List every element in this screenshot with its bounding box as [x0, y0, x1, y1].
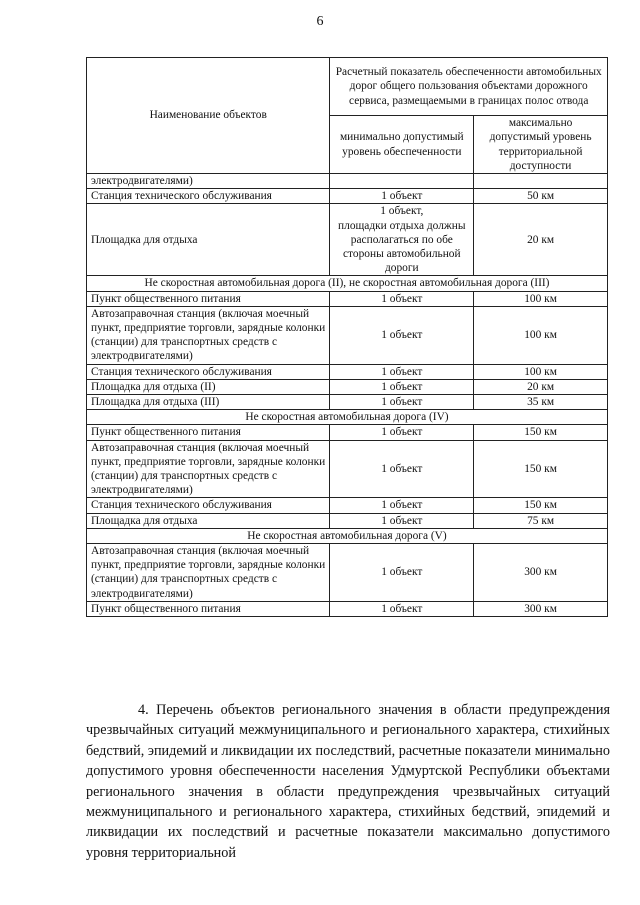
table-row [87, 395, 608, 410]
table-row [87, 601, 608, 616]
object-name: Автозаправочная станция (включая моечный пункт, предприятие торговли, зарядные колонки (станции) для транспортных средств с электродвигателями) [87, 544, 330, 602]
min-level: 1 объект [330, 544, 474, 602]
object-name: Площадка для отдыха (III) [87, 395, 330, 410]
section-title: Не скоростная автомобильная дорога (II), не скоростная автомобильная дорога (III) [87, 276, 608, 291]
min-level [330, 174, 474, 189]
min-level: 1 объект [330, 425, 474, 440]
min-level: 1 объект, площадки отдыха должны располагаться по обе стороны автомобильной дороги [330, 204, 474, 276]
table-header-row [87, 58, 608, 116]
min-level: 1 объект [330, 395, 474, 410]
max-distance: 300 км [474, 601, 608, 616]
table-row [87, 291, 608, 306]
object-name: Автозаправочная станция (включая моечный пункт, предприятие торговли, зарядные колонки (станции) для транспортных средств с электродвигателями) [87, 440, 330, 498]
table-row [87, 204, 608, 276]
object-name: Площадка для отдыха [87, 513, 330, 528]
table-row [87, 306, 608, 364]
header-min: минимально допустимый уровень обеспеченности [330, 116, 474, 174]
page-number: 6 [316, 14, 324, 29]
min-level: 1 объект [330, 440, 474, 498]
min-level: 1 объект [330, 513, 474, 528]
table-section-row [87, 276, 608, 291]
max-distance: 100 км [474, 306, 608, 364]
table-row [87, 425, 608, 440]
object-name: электродвигателями) [87, 174, 330, 189]
table-row [87, 379, 608, 394]
max-distance: 75 км [474, 513, 608, 528]
table-row [87, 544, 608, 602]
object-name: Станция технического обслуживания [87, 364, 330, 379]
max-distance: 150 км [474, 425, 608, 440]
header-objects: Наименование объектов [87, 58, 330, 174]
table-row [87, 174, 608, 189]
object-name: Площадка для отдыха (II) [87, 379, 330, 394]
max-distance: 100 км [474, 291, 608, 306]
object-name: Площадка для отдыха [87, 204, 330, 276]
max-distance: 35 км [474, 395, 608, 410]
object-name: Станция технического обслуживания [87, 189, 330, 204]
object-name: Автозаправочная станция (включая моечный пункт, предприятие торговли, зарядные колонки (станции) для транспортных средств с электродвигателями) [87, 306, 330, 364]
object-name: Пункт общественного питания [87, 425, 330, 440]
section-title: Не скоростная автомобильная дорога (V) [87, 528, 608, 543]
min-level: 1 объект [330, 291, 474, 306]
max-distance: 20 км [474, 204, 608, 276]
max-distance: 20 км [474, 379, 608, 394]
max-distance: 100 км [474, 364, 608, 379]
max-distance: 150 км [474, 498, 608, 513]
object-name: Пункт общественного питания [87, 291, 330, 306]
table-row [87, 513, 608, 528]
max-distance: 300 км [474, 544, 608, 602]
table-row [87, 364, 608, 379]
table-body [87, 174, 608, 617]
table-row [87, 189, 608, 204]
object-name: Пункт общественного питания [87, 601, 330, 616]
table-section-row [87, 528, 608, 543]
header-max: максимально допустимый уровень территориальной доступности [474, 116, 608, 174]
max-distance: 50 км [474, 189, 608, 204]
min-level: 1 объект [330, 364, 474, 379]
service-objects-table [86, 57, 608, 617]
min-level: 1 объект [330, 498, 474, 513]
table-section-row [87, 410, 608, 425]
header-group: Расчетный показатель обеспеченности автомобильных дорог общего пользования объектами дорожного сервиса, размещаемыми в границах полос отвода [330, 58, 608, 116]
min-level: 1 объект [330, 379, 474, 394]
section-4-paragraph: 4. Перечень объектов регионального значения в области предупреждения чрезвычайных ситуаций межмуниципального и регионального характера, стихийных бедствий, эпидемий и ликвидации их последствий, расчетные показатели минимально допустимого уровня обеспеченности населения Удмуртской Республики объектами регионального значения в области предупреждения чрезвычайных ситуаций межмуниципального и регионального характера, стихийных бедствий, эпидемий и ликвидации их последствий и расчетные показатели максимально допустимого уровня территориальной [86, 702, 610, 861]
table-row [87, 498, 608, 513]
min-level: 1 объект [330, 601, 474, 616]
object-name: Станция технического обслуживания [87, 498, 330, 513]
min-level: 1 объект [330, 306, 474, 364]
min-level: 1 объект [330, 189, 474, 204]
table-row [87, 440, 608, 498]
max-distance: 150 км [474, 440, 608, 498]
max-distance [474, 174, 608, 189]
section-title: Не скоростная автомобильная дорога (IV) [87, 410, 608, 425]
